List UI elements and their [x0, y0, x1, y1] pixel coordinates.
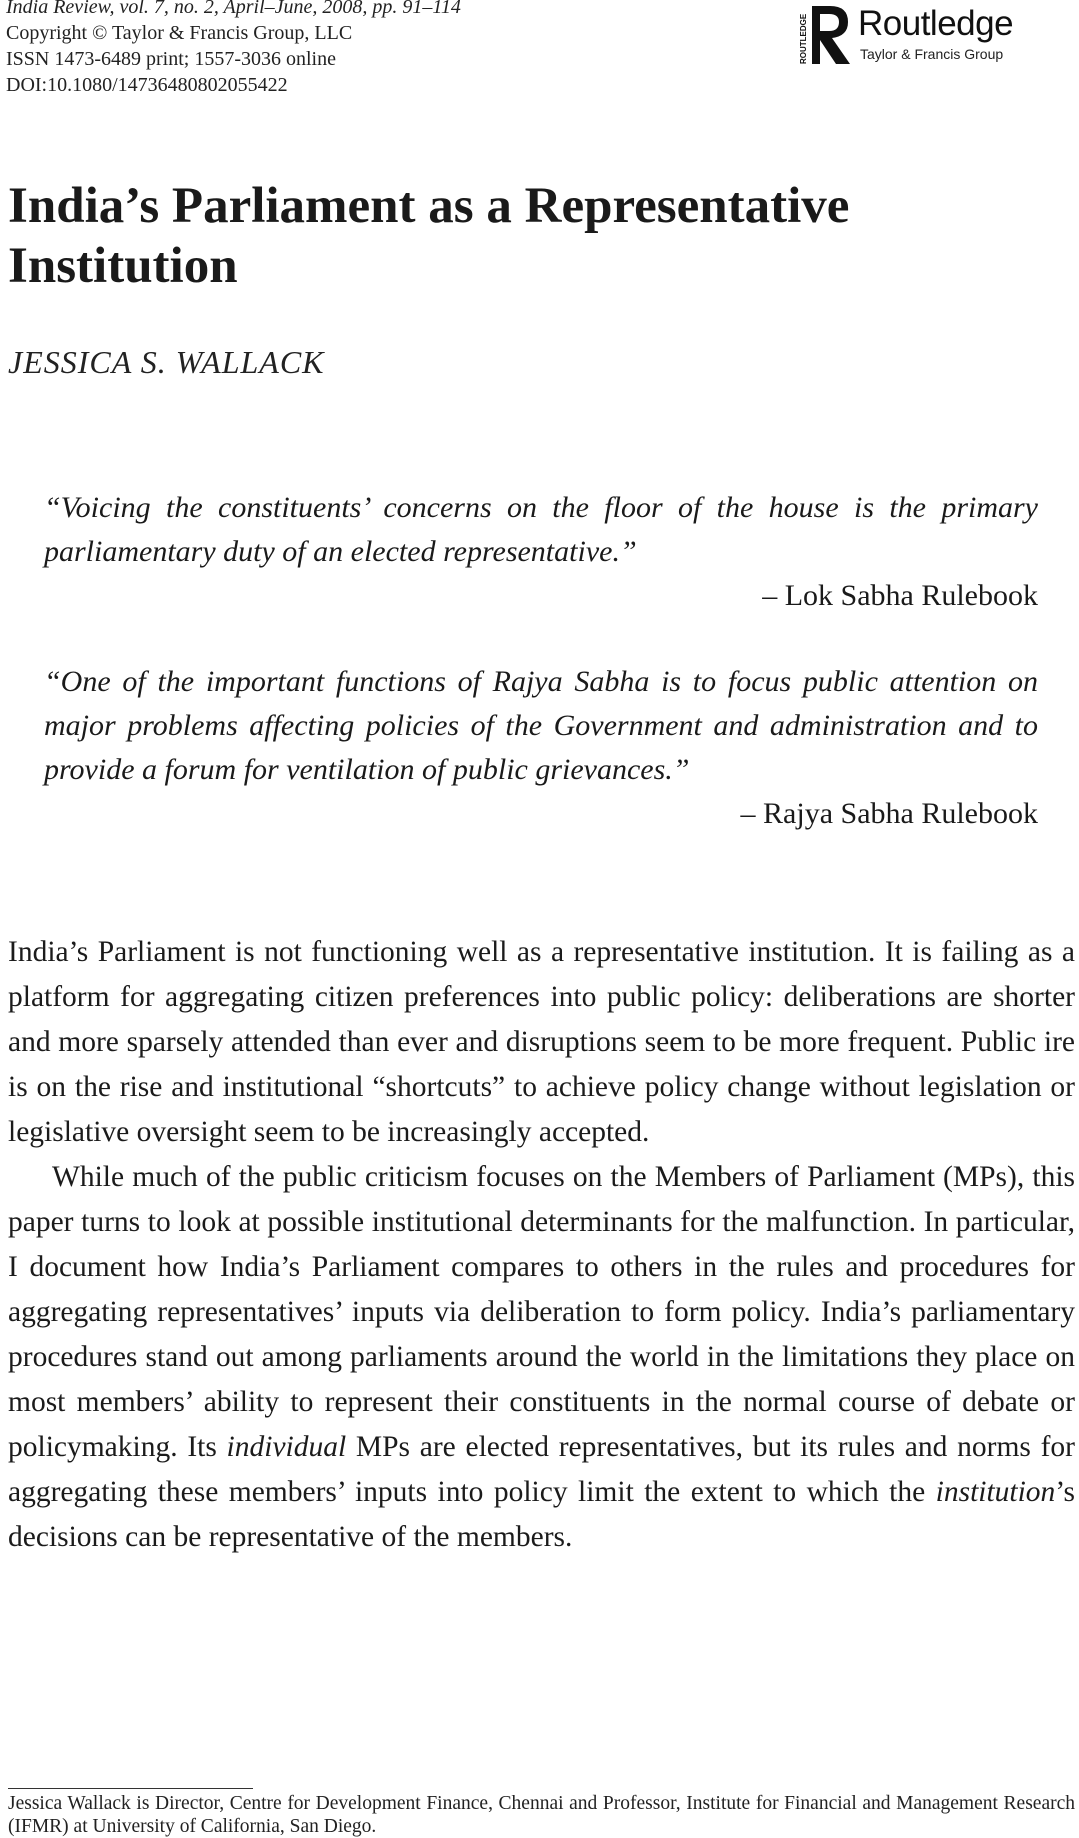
author-footnote: Jessica Wallack is Director, Centre for Development Finance, Chennai and Professor, Institute for Financial and Management Research (IFMR) at University of California, San Diego.: [8, 1793, 1075, 1837]
epigraph-source: – Rajya Sabha Rulebook: [740, 797, 1038, 830]
paragraph-text: While much of the public criticism focuses on the Members of Parliament (MPs), this paper turns to look at possible institutional determinants for the malfunction. In particular, I document how India’s Parliament compares to others in the rules and procedures for aggregating representatives’ inputs via deliberation to form policy. India’s parliamentary procedures stand out among parliaments around the world in the limitations they place on most members’ ability to represent their constituents in the normal course of debate or policymaking. Its: [8, 1161, 1075, 1463]
epigraph-lok-sabha: [44, 486, 1038, 618]
author-name: JESSICA S. WALLACK: [8, 344, 325, 380]
page-header: [6, 0, 1079, 112]
publication-info: [6, 0, 461, 98]
publisher-group: Taylor & Francis Group: [860, 46, 1004, 62]
epigraph-source: – Lok Sabha Rulebook: [762, 579, 1038, 612]
publisher-name: Routledge: [858, 4, 1014, 43]
doi-line: DOI:10.1080/14736480802055422: [6, 74, 288, 96]
copyright-line: Copyright © Taylor & Francis Group, LLC: [6, 22, 353, 44]
epigraph-quote: “One of the important functions of Rajya Sabha is to focus public attention on major problems affecting policies of the Government and administration and to provide a forum for ventilation of public grievances.”: [44, 665, 1038, 786]
issn-line: ISSN 1473-6489 print; 1557-3036 online: [6, 48, 336, 70]
article-title: India’s Parliament as a Representative Institution: [8, 178, 850, 294]
journal-citation: India Review, vol. 7, no. 2, April–June, 2008, pp. 91–114: [6, 0, 461, 18]
routledge-logo: [796, 0, 1079, 76]
paragraph-text: MPs are elected representatives, but its rules and norms for aggregating these members’ inputs into policy limit the extent to which the: [8, 1431, 1075, 1508]
paragraph-text: ’s decisions can be representative of the members.: [8, 1476, 1075, 1553]
body-paragraph-2: [8, 1155, 1075, 1560]
logo-side-text: ROUTLEDGE: [799, 13, 808, 64]
footnote-rule: [8, 1788, 253, 1789]
body-paragraph-1: India’s Parliament is not functioning well as a representative institution. It is failing as a platform for aggregating citizen preferences into public policy: deliberations are shorter and more sparsely attended than ever and disruptions seem to be more frequent. Public ire is on the rise and institutional “shortcuts” to achieve policy change without legislation or legislative oversight seem to be increasingly accepted.: [8, 936, 1075, 1148]
routledge-logo-icon: [796, 0, 856, 68]
epigraph-quote: “Voicing the constituents’ concerns on the floor of the house is the primary parliamentary duty of an elected representative.”: [44, 491, 1038, 568]
emphasis-individual: individual: [226, 1431, 347, 1463]
emphasis-institution: institution: [935, 1476, 1056, 1508]
epigraph-rajya-sabha: [44, 660, 1038, 836]
article-body: [8, 930, 1075, 1560]
